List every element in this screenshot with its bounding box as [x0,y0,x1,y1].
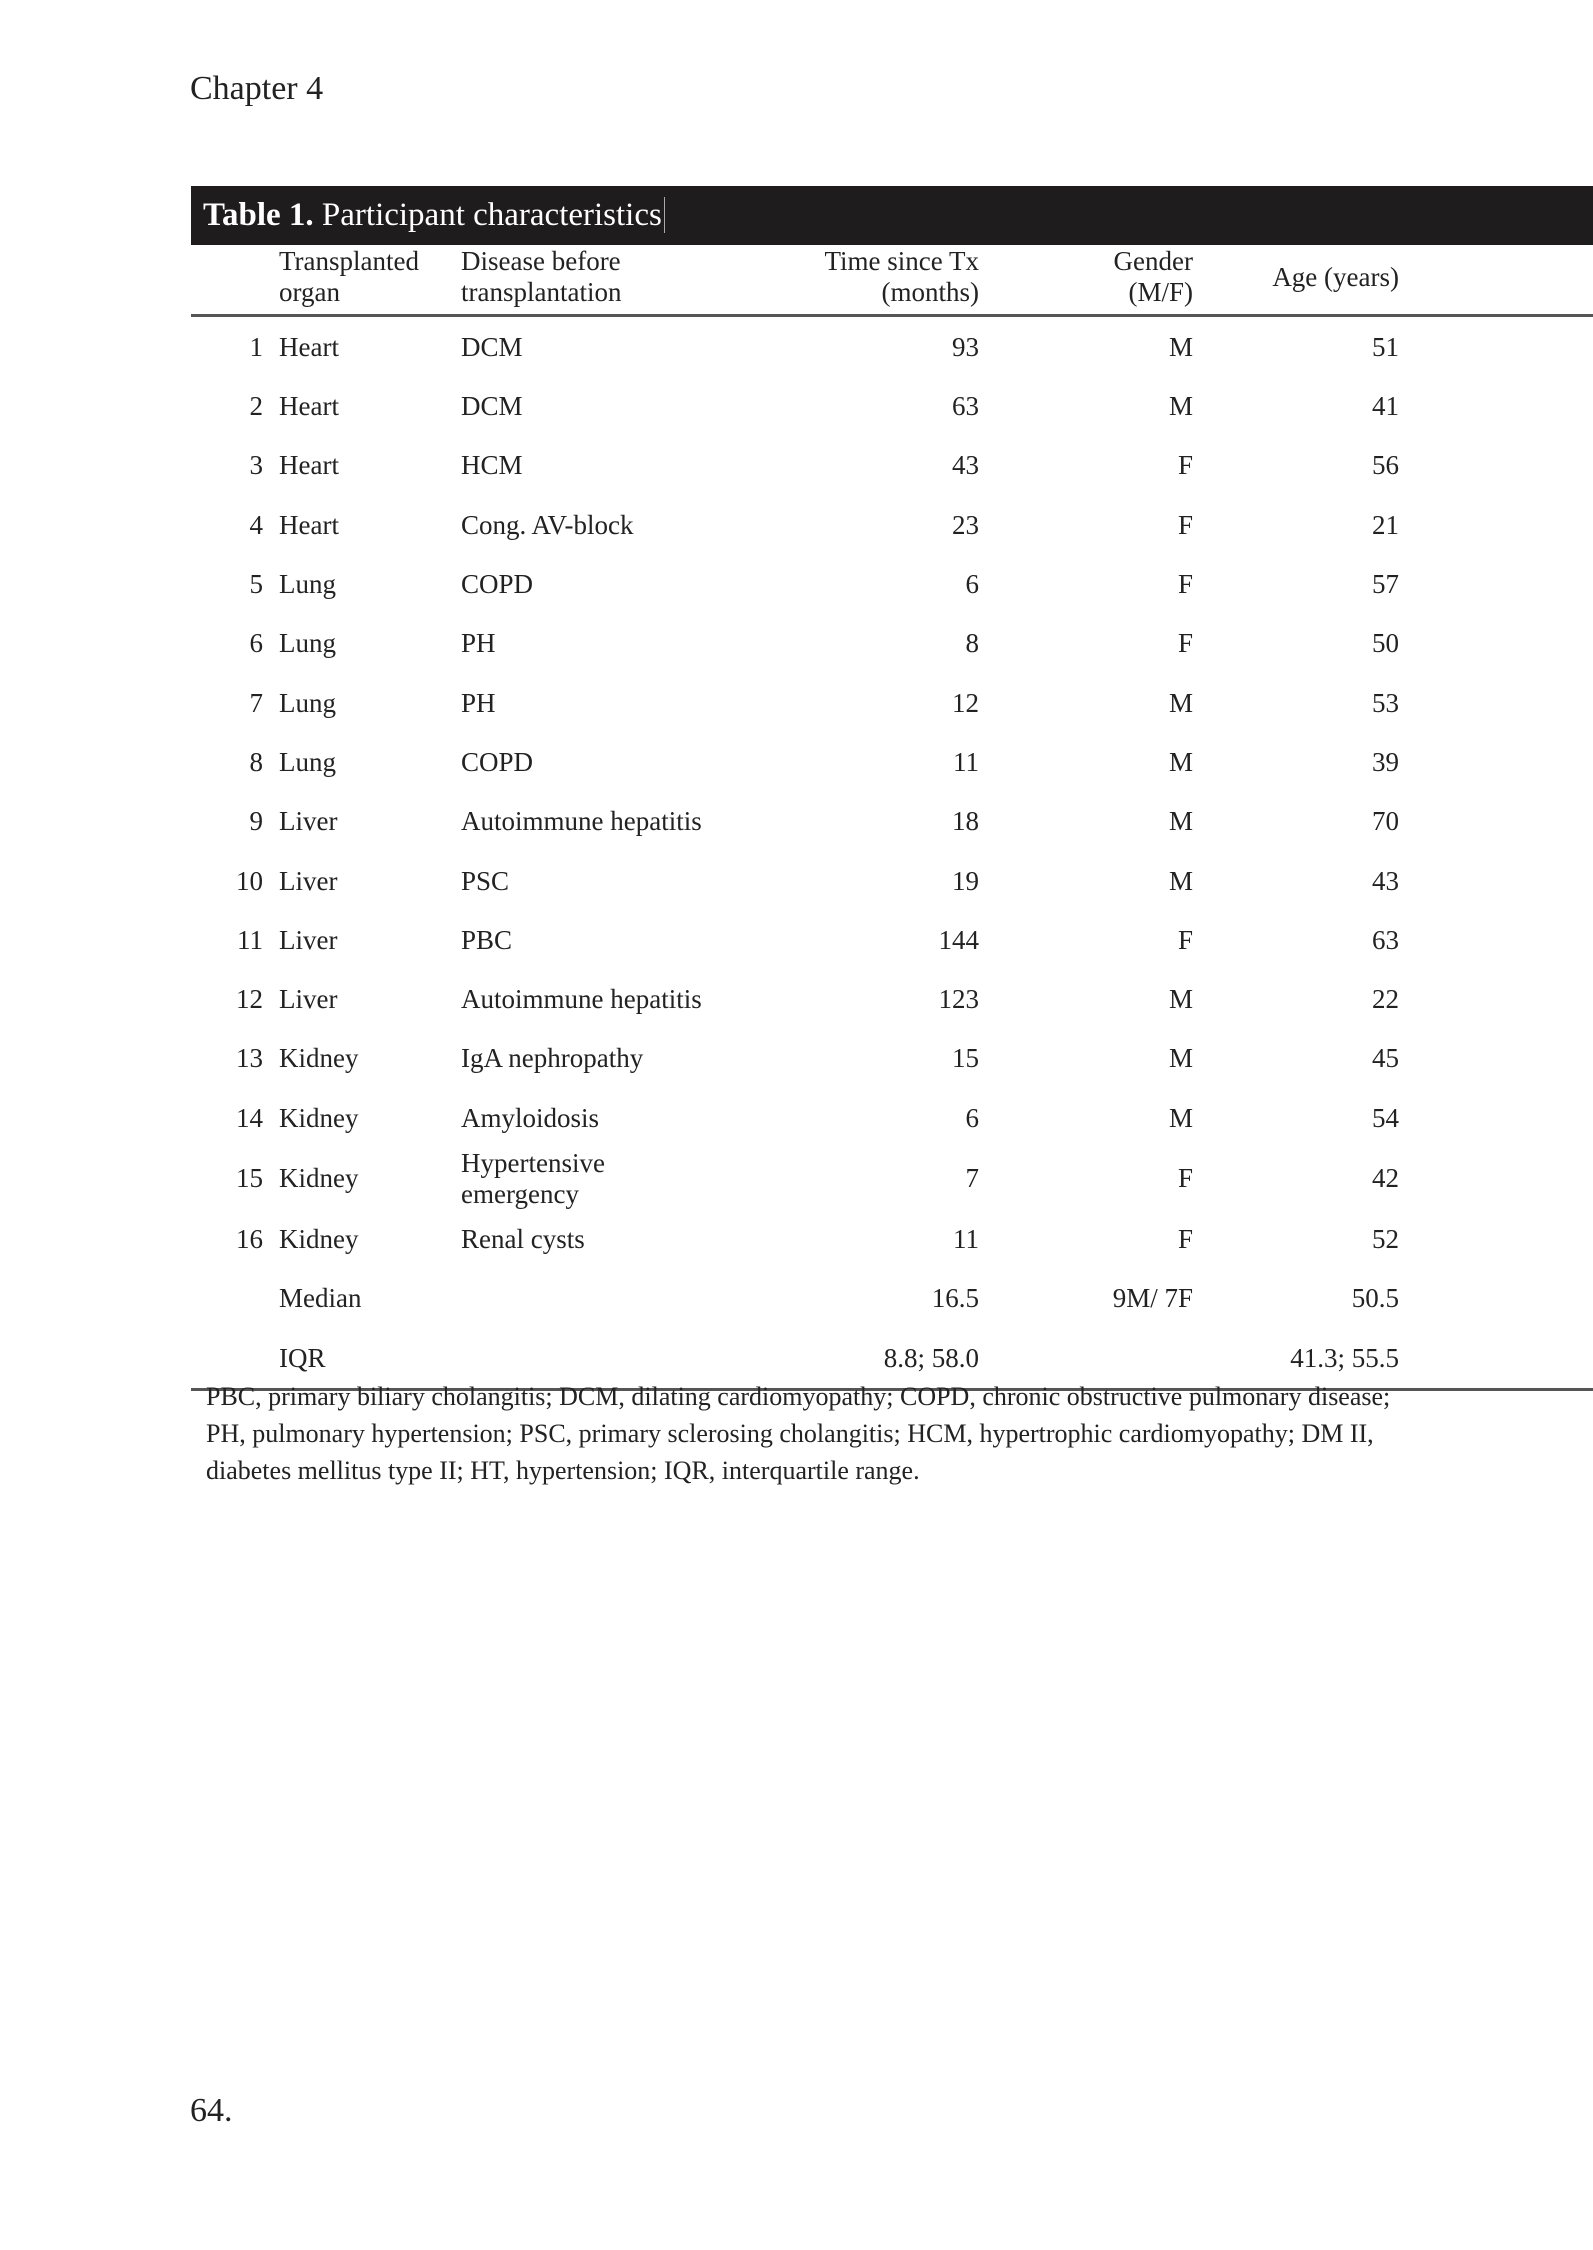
cell-disease: PBC [461,924,513,955]
cell-spacer [1399,851,1593,910]
cell-age: 45 [1372,1043,1399,1074]
cell-time: 19 [952,865,979,896]
cell-organ: IQR [279,1328,461,1389]
table-row [191,970,1593,1029]
cell-organ: Lung [279,687,336,718]
cell-spacer [1399,970,1593,1029]
cell-gender: M [1168,984,1193,1015]
cell-gender: M [1168,1102,1193,1133]
cell-spacer [1399,1269,1593,1328]
cell-disease: PH [461,628,496,659]
cell-age: 22 [1372,984,1399,1015]
cell-index: 11 [237,924,263,955]
table-body [191,316,1593,1390]
cell-organ: Heart [279,450,339,481]
table-row [191,316,1593,378]
cell-gender: F [1177,628,1193,659]
cell-spacer [1399,792,1593,851]
cell-organ: Median [279,1283,362,1314]
cell-age: 50.5 [1351,1283,1399,1314]
cell-organ: Heart [279,509,339,540]
cell-disease: Renal cysts [461,1224,585,1254]
cell-disease: COPD [461,569,534,600]
cell-organ: Kidney [279,1163,359,1194]
cell-disease: IgA nephropathy [461,1043,644,1074]
cell-disease: Autoimmune hepatitis [461,806,702,837]
cell-gender: F [1177,1224,1193,1254]
page-number: 64. [190,2092,233,2129]
header-index [191,245,279,316]
cell-gender: M [1168,865,1193,896]
cell-spacer [1399,673,1593,732]
cell-organ: Kidney [279,1224,359,1254]
cell-time: 144 [938,924,979,955]
cell-index: 13 [236,1043,263,1074]
cell-index: 7 [249,687,263,718]
cell-age: 52 [1372,1224,1399,1254]
header-disease-line2: transplantation [461,277,622,307]
cell-age: 53 [1372,687,1399,718]
table-title-bar [191,186,1593,245]
cell-spacer [1399,316,1593,378]
header-disease-line1: Disease before [461,246,621,276]
header-spacer [1399,245,1593,316]
header-organ [279,245,461,316]
cell-gender: F [1177,569,1193,600]
cell-index: 16 [236,1224,263,1254]
table-row [191,555,1593,614]
cell-spacer [1399,614,1593,673]
cell-time: 11 [953,1224,979,1254]
running-head: Chapter 4 [190,70,324,107]
cell-index: 9 [249,806,263,837]
cell-age: 54 [1372,1102,1399,1133]
cell-disease: DCM [461,331,523,362]
cell-age: 57 [1372,569,1399,600]
cell-organ: Lung [279,569,336,600]
cell-disease: Cong. AV-block [461,509,634,540]
table-row [191,1029,1593,1088]
table-caption: Participant characteristics [322,197,665,233]
cell-spacer [1399,1148,1593,1210]
cell-disease: COPD [461,746,534,777]
cell-gender: M [1168,1043,1193,1074]
table-row [191,377,1593,436]
cell-organ: Lung [279,746,336,777]
cell-time: 7 [965,1163,979,1194]
cell-time: 11 [953,746,979,777]
cell-age: 41 [1372,391,1399,422]
cell-time: 23 [952,509,979,540]
cell-time: 15 [952,1043,979,1074]
header-organ-line2: organ [279,277,340,307]
cell-index: 4 [249,509,263,540]
cell-time: 8.8; 58.0 [715,1328,979,1389]
cell-disease: Autoimmune hepatitis [461,984,702,1015]
table-row [191,1269,1593,1328]
table-row [191,1148,1593,1210]
cell-organ: Liver [279,806,338,837]
cell-spacer [1399,436,1593,495]
cell-gender: 9M/ 7F [1112,1283,1193,1314]
cell-index: 8 [249,746,263,777]
table-label: Table 1. [203,197,314,233]
cell-spacer [1399,377,1593,436]
cell-gender: F [1177,924,1193,955]
cell-age: 43 [1372,865,1399,896]
header-gender [979,245,1193,316]
header-gender-line1: Gender [1113,246,1193,276]
header-row [191,245,1593,316]
cell-gender: F [1177,509,1193,540]
cell-index: 14 [236,1102,263,1133]
cell-disease: HCM [461,450,523,481]
cell-disease: Amyloidosis [461,1102,600,1133]
cell-time: 63 [952,391,979,422]
cell-gender: M [1168,806,1193,837]
cell-age: 39 [1372,746,1399,777]
cell-disease: PH [461,687,496,718]
cell-organ: Heart [279,391,339,422]
cell-organ: Liver [279,924,338,955]
cell-index: 3 [249,450,263,481]
cell-spacer [1399,496,1593,555]
header-time [715,245,979,316]
cell-organ: Lung [279,628,336,659]
cell-organ: Kidney [279,1043,359,1074]
header-time-line2: (months) [881,277,979,307]
header-age: Age (years) [1193,245,1399,316]
header-time-line1: Time since Tx [824,246,979,276]
cell-gender: M [1168,746,1193,777]
cell-spacer [1399,1328,1593,1389]
header-gender-line2: (M/F) [1128,277,1193,307]
cell-age: 56 [1372,450,1399,481]
cell-time: 8 [965,628,979,659]
cell-organ: Liver [279,984,338,1015]
table-row [191,496,1593,555]
cell-age: 42 [1372,1163,1399,1194]
cell-gender: F [1177,450,1193,481]
table-row [191,673,1593,732]
cell-gender: M [1168,687,1193,718]
table-row [191,1210,1593,1269]
cell-time: 18 [952,806,979,837]
table-row [191,911,1593,970]
cell-age: 51 [1372,331,1399,362]
cell-index: 2 [249,391,263,422]
cell-disease: PSC [461,865,510,896]
cell-gender: M [1168,331,1193,362]
table-row [191,792,1593,851]
table-footnote: PBC, primary biliary cholangitis; DCM, dilating cardiomyopathy; COPD, chronic obstructive pulmonary disease; PH, pulmonary hypertension; PSC, primary sclerosing cholangitis; HCM, hypertrophic cardiomyopathy; DM II, diabetes mellitus type II; HT, hypertension; IQR, interquartile range. [206,1382,1391,1485]
cell-time: 6 [965,569,979,600]
table-row [191,1089,1593,1148]
cell-index: 1 [249,331,263,362]
cell-age: 50 [1372,628,1399,659]
header-organ-line1: Transplanted [279,246,419,276]
table-row [191,614,1593,673]
participant-table [191,186,1593,1391]
cell-disease: DCM [461,391,523,422]
cell-spacer [1399,1089,1593,1148]
table-row [191,851,1593,910]
cell-age: 63 [1372,924,1399,955]
cell-time: 16.5 [931,1283,979,1314]
cell-index: 12 [236,984,263,1015]
cell-age: 41.3; 55.5 [1193,1328,1399,1389]
cell-spacer [1399,555,1593,614]
cell-spacer [1399,1210,1593,1269]
cell-gender: F [1177,1163,1193,1194]
cell-age: 21 [1372,509,1399,540]
cell-organ: Liver [279,865,338,896]
cell-index: 6 [249,628,263,659]
cell-time: 43 [952,450,979,481]
table-row [191,436,1593,495]
cell-index: 10 [236,865,263,896]
cell-index [191,1269,279,1328]
cell-spacer [1399,911,1593,970]
data-table [191,245,1593,1391]
cell-gender: M [1168,391,1193,422]
cell-organ: Heart [279,331,339,362]
header-disease [461,245,715,316]
cell-disease: Hypertensive emergency [461,1147,605,1209]
cell-disease [461,1269,715,1328]
cell-index: 15 [236,1163,263,1194]
cell-time: 123 [938,984,979,1015]
cell-organ: Kidney [279,1102,359,1133]
cell-time: 12 [952,687,979,718]
cell-spacer [1399,733,1593,792]
cell-time: 6 [965,1102,979,1133]
cell-time: 93 [952,331,979,362]
cell-index: 5 [249,569,263,600]
cell-spacer [1399,1029,1593,1088]
table-row [191,733,1593,792]
cell-age: 70 [1372,806,1399,837]
